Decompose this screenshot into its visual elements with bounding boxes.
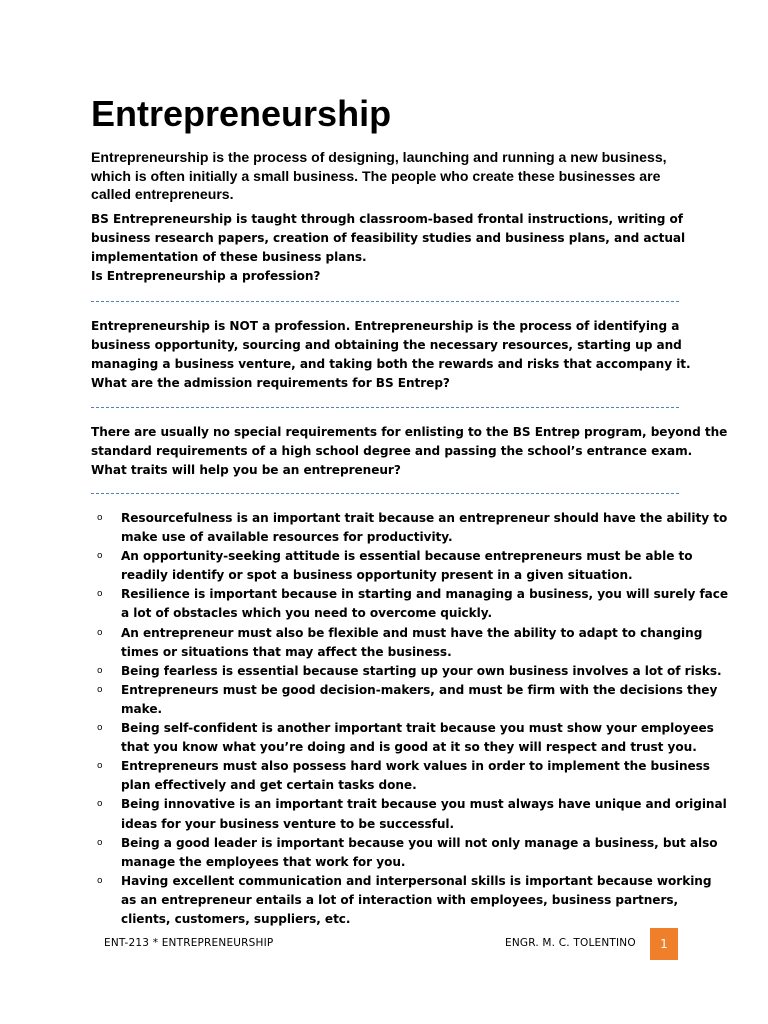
paragraph-line: managing a business venture, and taking both the rewards and risks that accompany it. <box>91 357 691 372</box>
list-item-line: plan effectively and get certain tasks done. <box>121 778 417 793</box>
list-item-line: readily identify or spot a business opportunity present in a given situation. <box>121 568 633 583</box>
list-item <box>91 872 712 929</box>
list-item <box>91 624 703 662</box>
list-item <box>91 719 714 757</box>
footer-author: ENGR. M. C. TOLENTINO <box>505 937 636 949</box>
list-item-line: make use of available resources for productivity. <box>121 530 453 545</box>
list-item-line: manage the employees that work for you. <box>121 854 406 869</box>
list-item <box>91 547 691 585</box>
list-item-line: Being innovative is an important trait because you must always have unique and original <box>121 797 727 812</box>
list-item-line: Entrepreneurs must be good decision-makers, and must be firm with the decisions they <box>121 682 718 697</box>
question-heading: Is Entrepreneurship a profession? <box>91 269 321 284</box>
list-item <box>91 757 710 795</box>
paragraph-line: There are usually no special requirements for enlisting to the BS Entrep program, beyond the <box>91 425 728 439</box>
bullet-icon: o <box>97 837 103 848</box>
list-item-line: Entrepreneurs must also possess hard work values in order to implement the business <box>121 759 710 774</box>
bullet-icon: o <box>97 513 103 523</box>
list-item <box>91 662 722 681</box>
paragraph-line: BS Entrepreneurship is taught through classroom-based frontal instructions, writing of <box>91 212 683 226</box>
paragraph-profession-answer <box>91 317 691 393</box>
bullet-icon: o <box>97 761 103 772</box>
list-item-line: Resilience is important because in starting and managing a business, you will surely face <box>121 587 729 602</box>
list-item-line: Being self-confident is another important trait because you must show your employees <box>121 721 714 736</box>
list-item-line: a lot of obstacles which you need to overcome quickly. <box>121 606 493 621</box>
paragraph-admission-answer <box>91 423 728 480</box>
bullet-icon: o <box>97 684 103 695</box>
footer-course: ENT-213 * ENTREPRENEURSHIP <box>104 937 274 949</box>
paragraph-line: business research papers, creation of feasibility studies and business plans, and actual <box>91 231 686 246</box>
section-divider <box>91 301 679 302</box>
paragraph-line: implementation of these business plans. <box>91 250 367 265</box>
bullet-icon: o <box>97 875 103 886</box>
traits-list <box>91 509 729 929</box>
bullet-icon: o <box>97 665 103 676</box>
list-item-line: Being a good leader is important because you will not only manage a business, but also <box>121 835 718 850</box>
section-divider <box>91 407 679 408</box>
page-title: Entrepreneurship <box>91 93 392 134</box>
list-item <box>91 585 729 623</box>
list-item <box>91 795 727 833</box>
paragraph-line: Entrepreneurship is NOT a profession. Entrepreneurship is the process of identifying a <box>91 319 680 333</box>
paragraph-line: business opportunity, sourcing and obtaining the necessary resources, starting up and <box>91 338 682 353</box>
list-item <box>91 681 718 719</box>
question-heading: What traits will help you be an entrepreneur? <box>91 463 401 478</box>
section-divider <box>91 493 679 494</box>
bullet-icon: o <box>97 723 103 734</box>
list-item-line: An opportunity-seeking attitude is essential because entrepreneurs must be able to <box>121 549 693 564</box>
list-item-line: ideas for your business venture to be successful. <box>121 816 455 831</box>
list-item-line: make. <box>121 701 163 716</box>
intro-paragraph: Entrepreneurship is the process of designing, launching and running a new business, which is often initially a small business. The people who create these businesses are called entrepreneurs. <box>91 149 667 202</box>
list-item-line: An entrepreneur must also be flexible and must have the ability to adapt to changing <box>121 625 703 640</box>
list-item-line: clients, customers, suppliers, etc. <box>121 911 351 926</box>
page-number-badge: 1 <box>650 928 678 960</box>
list-item-line: Resourcefulness is an important trait because an entrepreneur should have the ability to <box>121 511 728 525</box>
list-item <box>91 509 728 547</box>
list-item-line: that you know what you’re doing and is good at it so they will respect and trust you. <box>121 740 697 755</box>
list-item-line: Being fearless is essential because starting up your own business involves a lot of risks. <box>121 663 722 678</box>
paragraph-line: standard requirements of a high school degree and passing the school’s entrance exam. <box>91 444 693 459</box>
list-item-line: times or situations that may affect the business. <box>121 644 452 659</box>
list-item-line: Having excellent communication and interpersonal skills is important because working <box>121 873 712 888</box>
paragraph-program-description <box>91 210 691 286</box>
question-heading: What are the admission requirements for BS Entrep? <box>91 376 450 391</box>
bullet-icon: o <box>97 799 103 810</box>
bullet-icon: o <box>97 589 103 600</box>
bullet-icon: o <box>97 627 103 638</box>
list-item <box>91 834 718 872</box>
bullet-icon: o <box>97 551 103 562</box>
list-item-line: as an entrepreneur entails a lot of interaction with employees, business partners, <box>121 892 679 907</box>
